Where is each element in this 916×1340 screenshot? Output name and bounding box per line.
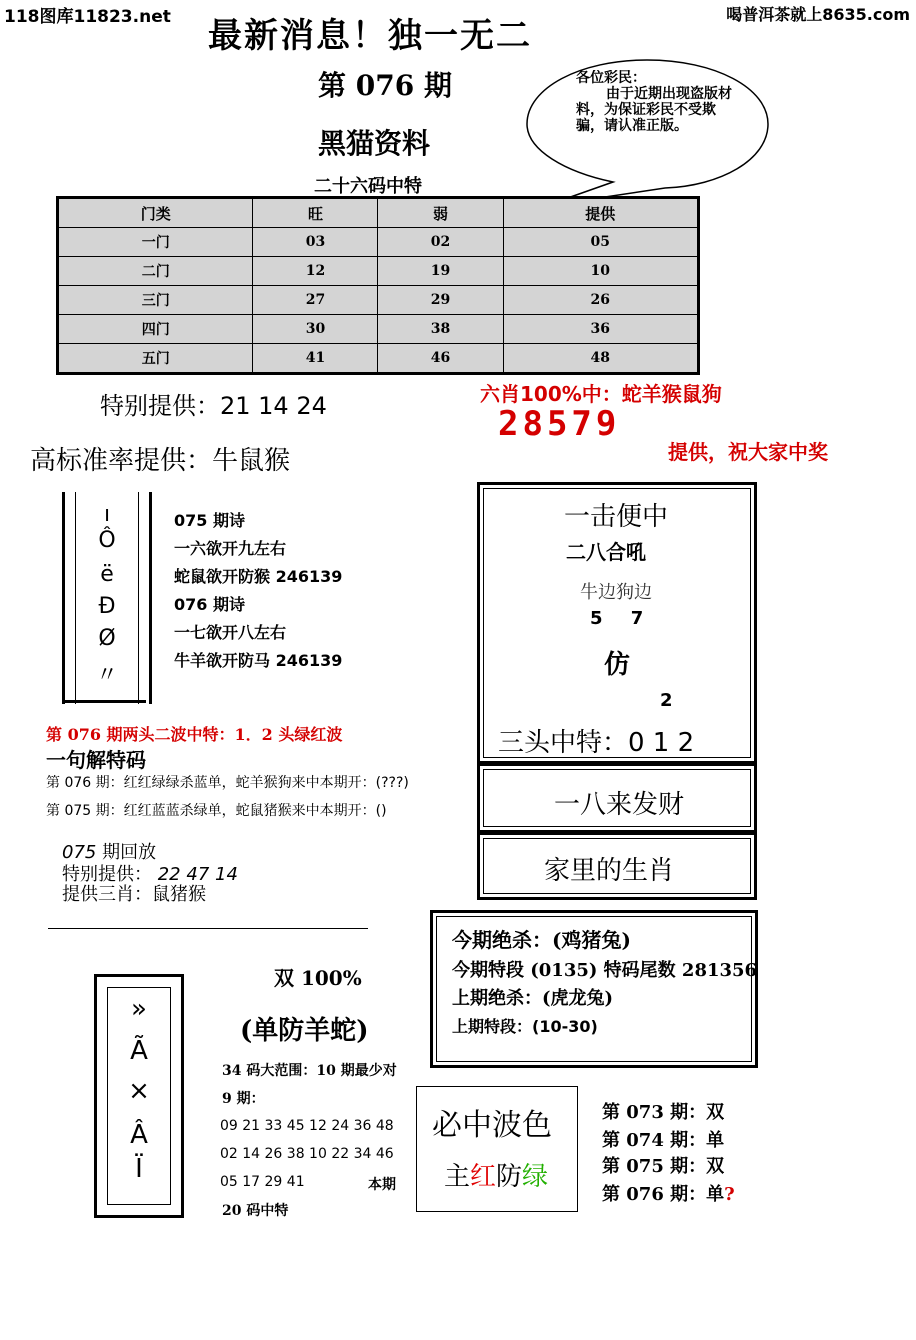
big-number: 28579: [498, 404, 621, 444]
wave-green: 绿: [522, 1162, 549, 1192]
kill-last-issue: 上期绝杀：(虎龙兔): [452, 988, 614, 1009]
table-cell: 19: [378, 257, 503, 286]
wave-title: 必中波色: [432, 1108, 552, 1143]
table-cell: 五门: [58, 344, 253, 374]
review-special-nums: 22 47 14: [157, 864, 238, 885]
glyph-column-box: [62, 492, 152, 704]
glyph: Ð: [98, 594, 116, 619]
fortune-text: 一八来发财: [554, 790, 685, 820]
hit-title: 一击便中: [564, 502, 669, 532]
table-row: [58, 228, 699, 257]
main-title: 最新消息！独一无二: [208, 16, 532, 56]
two-heads-text: 第 076 期两头二波中特：1．2 头绿红波: [46, 725, 343, 744]
door-table: [56, 196, 700, 375]
history-value: 单: [706, 1130, 725, 1151]
high-rate-text: 高标准率提供：牛鼠猴: [30, 446, 291, 476]
glyph: Ø: [98, 626, 116, 651]
table-cell: 四门: [58, 315, 253, 344]
hit-character: 仿: [604, 650, 631, 680]
six-zodiac-text: 六肖100%中：蛇羊猴鼠狗: [480, 382, 722, 406]
kill-segment: 今期特段 (0135) 特码尾数 281356: [452, 960, 758, 981]
table-row: [58, 286, 699, 315]
table-cell: 三门: [58, 286, 253, 315]
table-cell: 46: [378, 344, 503, 374]
hit-subtitle: 二八合吼: [566, 540, 646, 564]
poem-076-line1: 一七欲开八左右: [174, 623, 287, 642]
review-special-label: 特别提供：: [62, 864, 152, 885]
table-row: [58, 315, 699, 344]
history-row: [602, 1152, 724, 1178]
this-issue-label: 本期: [368, 1177, 396, 1193]
table-cell: 一门: [58, 228, 253, 257]
wave-main: [444, 1156, 548, 1193]
number-row: 09 21 33 45 12 24 36 48: [220, 1118, 394, 1134]
glyph: ı: [103, 502, 111, 527]
double-text: 双 100%: [274, 966, 362, 990]
table-header: 提供: [503, 198, 698, 228]
table-cell: 05: [503, 228, 698, 257]
review-title-text: 期回放: [96, 842, 157, 863]
table-cell: 03: [253, 228, 378, 257]
wave-main-label: 主: [444, 1162, 471, 1192]
table-header-row: [58, 198, 699, 228]
glyph: Ï: [135, 1154, 143, 1184]
divider: [48, 928, 368, 929]
number-row: 02 14 26 38 10 22 34 46: [220, 1146, 394, 1162]
issue-number: 第 076 期: [318, 69, 452, 102]
table-cell: 36: [503, 315, 698, 344]
issue-075-line: 第 075 期：红红蓝蓝杀绿单，蛇鼠猪猴来中本期开：(): [46, 803, 387, 819]
one-sentence-title: 一句解特码: [46, 748, 146, 772]
glyph: 〃: [95, 663, 118, 688]
table-cell: 10: [503, 257, 698, 286]
glyph: »: [131, 994, 147, 1024]
hit-side-text: 牛边狗边: [580, 582, 652, 603]
table-cell: 38: [378, 315, 503, 344]
table-cell: 02: [378, 228, 503, 257]
site-watermark-right: 喝普洱茶就上8635.com: [726, 5, 910, 24]
table-cell: 41: [253, 344, 378, 374]
table-cell: 48: [503, 344, 698, 374]
glyph: Ô: [98, 528, 116, 553]
history-value: 单: [706, 1184, 725, 1205]
glyph: ë: [100, 562, 114, 587]
table-header: 弱: [378, 198, 503, 228]
site-watermark-left: 118图库11823.net: [4, 7, 171, 27]
glyph: ×: [128, 1076, 150, 1106]
glyph-column-inner: [75, 492, 139, 704]
kill-last-segment: 上期特段：(10-30): [452, 1017, 598, 1036]
table-cell: 二门: [58, 257, 253, 286]
table-header: 旺: [253, 198, 378, 228]
bubble-line2: 由于近期出现盗版材料，为保证彩民不受欺骗，请认准正版。: [576, 86, 732, 134]
special-provide: 特别提供：21 14 24: [100, 392, 327, 420]
history-row: [602, 1180, 735, 1206]
table-header: 门类: [58, 198, 253, 228]
range-note: 34 码大范围：10 期最少对: [222, 1063, 397, 1079]
hit-two: 2: [660, 690, 673, 711]
poem-075-line2: 蛇鼠欲开防猴 246139: [174, 567, 343, 586]
history-label: 第 073 期：: [602, 1102, 707, 1123]
wave-guard-label: 防: [496, 1162, 523, 1192]
glyph-column-base: [62, 700, 146, 703]
bubble-line1: 各位彩民：: [576, 70, 646, 86]
history-value: 双: [706, 1102, 725, 1123]
history-label: 第 076 期：: [602, 1184, 707, 1205]
history-mark: ?: [724, 1184, 735, 1205]
wave-red: 红: [470, 1162, 497, 1192]
poem-075-line1: 一六欲开九左右: [174, 539, 287, 558]
review-title-num: 075: [62, 842, 97, 863]
history-row: [602, 1126, 724, 1152]
glyph-column-box-2: [94, 974, 184, 1218]
number-row: 05 17 29 41: [220, 1174, 305, 1190]
history-label: 第 075 期：: [602, 1156, 707, 1177]
table-cell: 29: [378, 286, 503, 315]
poem-075-title: 075 期诗: [174, 511, 245, 530]
glyph-column-inner-2: [107, 987, 171, 1205]
poem-076-line2: 牛羊欲开防马 246139: [174, 651, 343, 670]
poem-076-title: 076 期诗: [174, 595, 245, 614]
table-cell: 26: [503, 286, 698, 315]
provide-luck-text: 提供，祝大家中奖: [668, 440, 828, 464]
hit-numbers: 5 7: [590, 608, 644, 629]
glyph: Â: [130, 1120, 148, 1150]
bubble-text: [576, 70, 736, 152]
table-cell: 12: [253, 257, 378, 286]
sub-title: 黑猫资料: [318, 127, 431, 160]
issue-076-line: 第 076 期：红红绿绿杀蓝单，蛇羊猴狗来中本期开：(???): [46, 775, 409, 791]
twenty-codes-text: 20 码中特: [222, 1203, 289, 1219]
range-nine: 9 期：: [222, 1091, 265, 1107]
history-label: 第 074 期：: [602, 1130, 707, 1151]
table-row: [58, 257, 699, 286]
table-cell: 30: [253, 315, 378, 344]
table-row: [58, 344, 699, 374]
home-zodiac-text: 家里的生肖: [544, 856, 675, 886]
history-value: 双: [706, 1156, 725, 1177]
review-zodiac: 提供三肖：鼠猪猴: [62, 884, 206, 905]
history-row: [602, 1098, 724, 1124]
glyph: Ã: [130, 1036, 148, 1066]
table-cell: 27: [253, 286, 378, 315]
kill-this-issue: 今期绝杀：(鸡猪兔): [452, 928, 631, 952]
guard-text: (单防羊蛇): [240, 1016, 369, 1046]
three-heads-text: 三头中特：0 1 2: [498, 728, 695, 758]
table-caption: 二十六码中特: [314, 176, 422, 197]
